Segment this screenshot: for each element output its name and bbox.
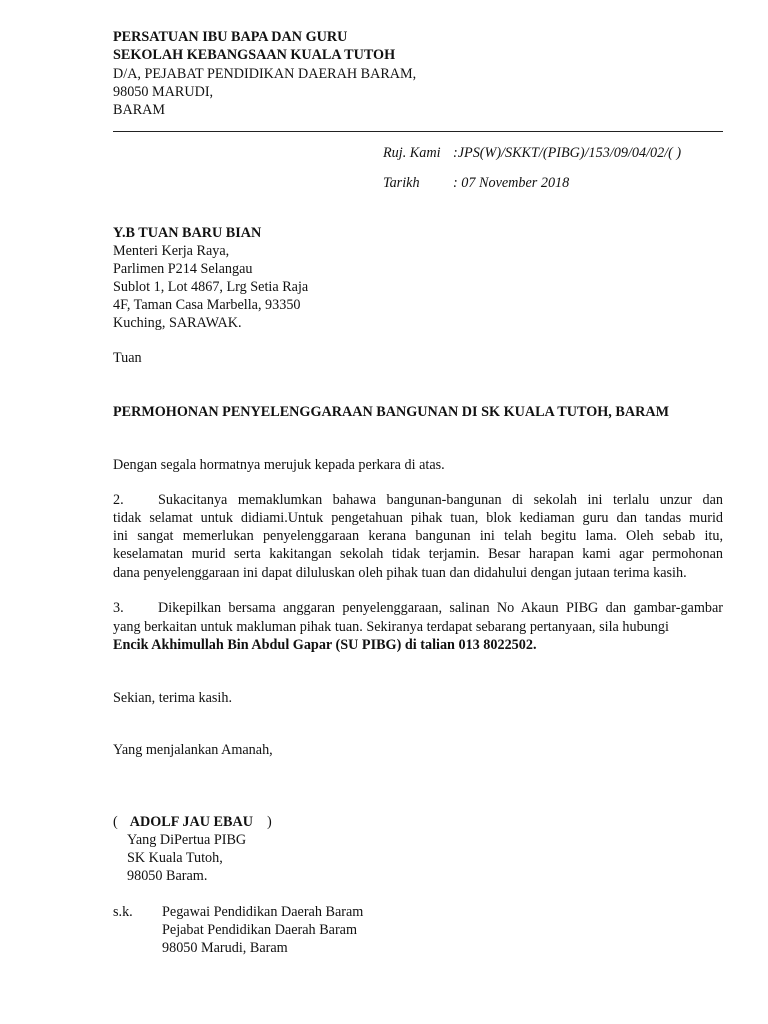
org-address-line: D/A, PEJABAT PENDIDIKAN DAERAH BARAM, [113,66,417,82]
signatory-location: 98050 Baram. [127,868,208,884]
contact-person: Encik Akhimullah Bin Abdul Gapar (SU PIBG) di talian 013 8022502. [113,637,537,653]
closing-amanah: Yang menjalankan Amanah, [113,742,273,758]
cc-line: 98050 Marudi, Baram [162,940,288,956]
opening-line: Dengan segala hormatnya merujuk kepada perkara di atas. [113,457,445,473]
signatory-name: ADOLF JAU EBAU [129,814,253,830]
org-address-line: 98050 MARUDI, [113,84,214,100]
org-address-line: BARAM [113,102,166,118]
date-label: Tarikh [383,175,420,191]
closing-thanks: Sekian, terima kasih. [113,690,232,706]
paragraph-number: 3. [113,600,124,616]
recipient-address-line: Kuching, SARAWAK. [113,315,242,331]
reference-label: Ruj. Kami [383,145,441,161]
reference-number: :JPS(W)/SKKT/(PIBG)/153/09/04/02/( ) [453,145,682,161]
school-name: SEKOLAH KEBANGSAAN KUALA TUTOH [113,47,396,63]
paragraph-number: 2. [113,492,124,508]
recipient-name: Y.B TUAN BARU BIAN [113,225,262,241]
signatory-name-line: ( ADOLF JAU EBAU ) [113,814,272,830]
cc-line: Pejabat Pendidikan Daerah Baram [162,922,358,938]
paragraph-2-line: ini sangat memerlukan penyelenggaraan kerana bangunan ini telah begitu lama. Oleh sebab itu, [113,528,723,544]
recipient-address-line: Parlimen P214 Selangau [113,261,253,277]
paragraph-2-line: tidak selamat untuk didiami.Untuk pengetahuan pihak tuan, blok kediaman guru dan tandas murid [113,510,723,526]
letterhead-divider [113,131,723,132]
cc-label: s.k. [113,904,133,920]
signatory-title: Yang DiPertua PIBG [127,832,247,848]
recipient-address-line: Menteri Kerja Raya, [113,243,230,259]
org-name: PERSATUAN IBU BAPA DAN GURU [113,29,348,45]
signatory-school: SK Kuala Tutoh, [127,850,223,866]
paragraph-2-line: dana penyelenggaraan ini dapat diluluskan oleh pihak tuan dan didahului dengan jutaan terima kasih. [113,565,687,581]
paragraph-2-line: 2. Sukacitanya memaklumkan bahawa bangunan-bangunan di sekolah ini terlalu unzur dan [113,492,723,508]
recipient-address-line: 4F, Taman Casa Marbella, 93350 [113,297,301,313]
recipient-address-line: Sublot 1, Lot 4867, Lrg Setia Raja [113,279,309,295]
salutation: Tuan [113,350,142,366]
cc-line: Pegawai Pendidikan Daerah Baram [162,904,364,920]
letter-subject: PERMOHONAN PENYELENGGARAAN BANGUNAN DI SK KUALA TUTOH, BARAM [113,404,669,420]
paragraph-3-line: 3. Dikepilkan bersama anggaran penyelenggaraan, salinan No Akaun PIBG dan gambar-gambar [113,600,723,616]
paragraph-3-line: yang berkaitan untuk makluman pihak tuan. Sekiranya terdapat sebarang pertanyaan, sila hubungi [113,619,669,635]
date-value: : 07 November 2018 [453,175,570,191]
paragraph-2-line: keselamatan murid serta kakitangan sekolah tidak terjamin. Besar harapan kami agar permohonan [113,546,723,562]
